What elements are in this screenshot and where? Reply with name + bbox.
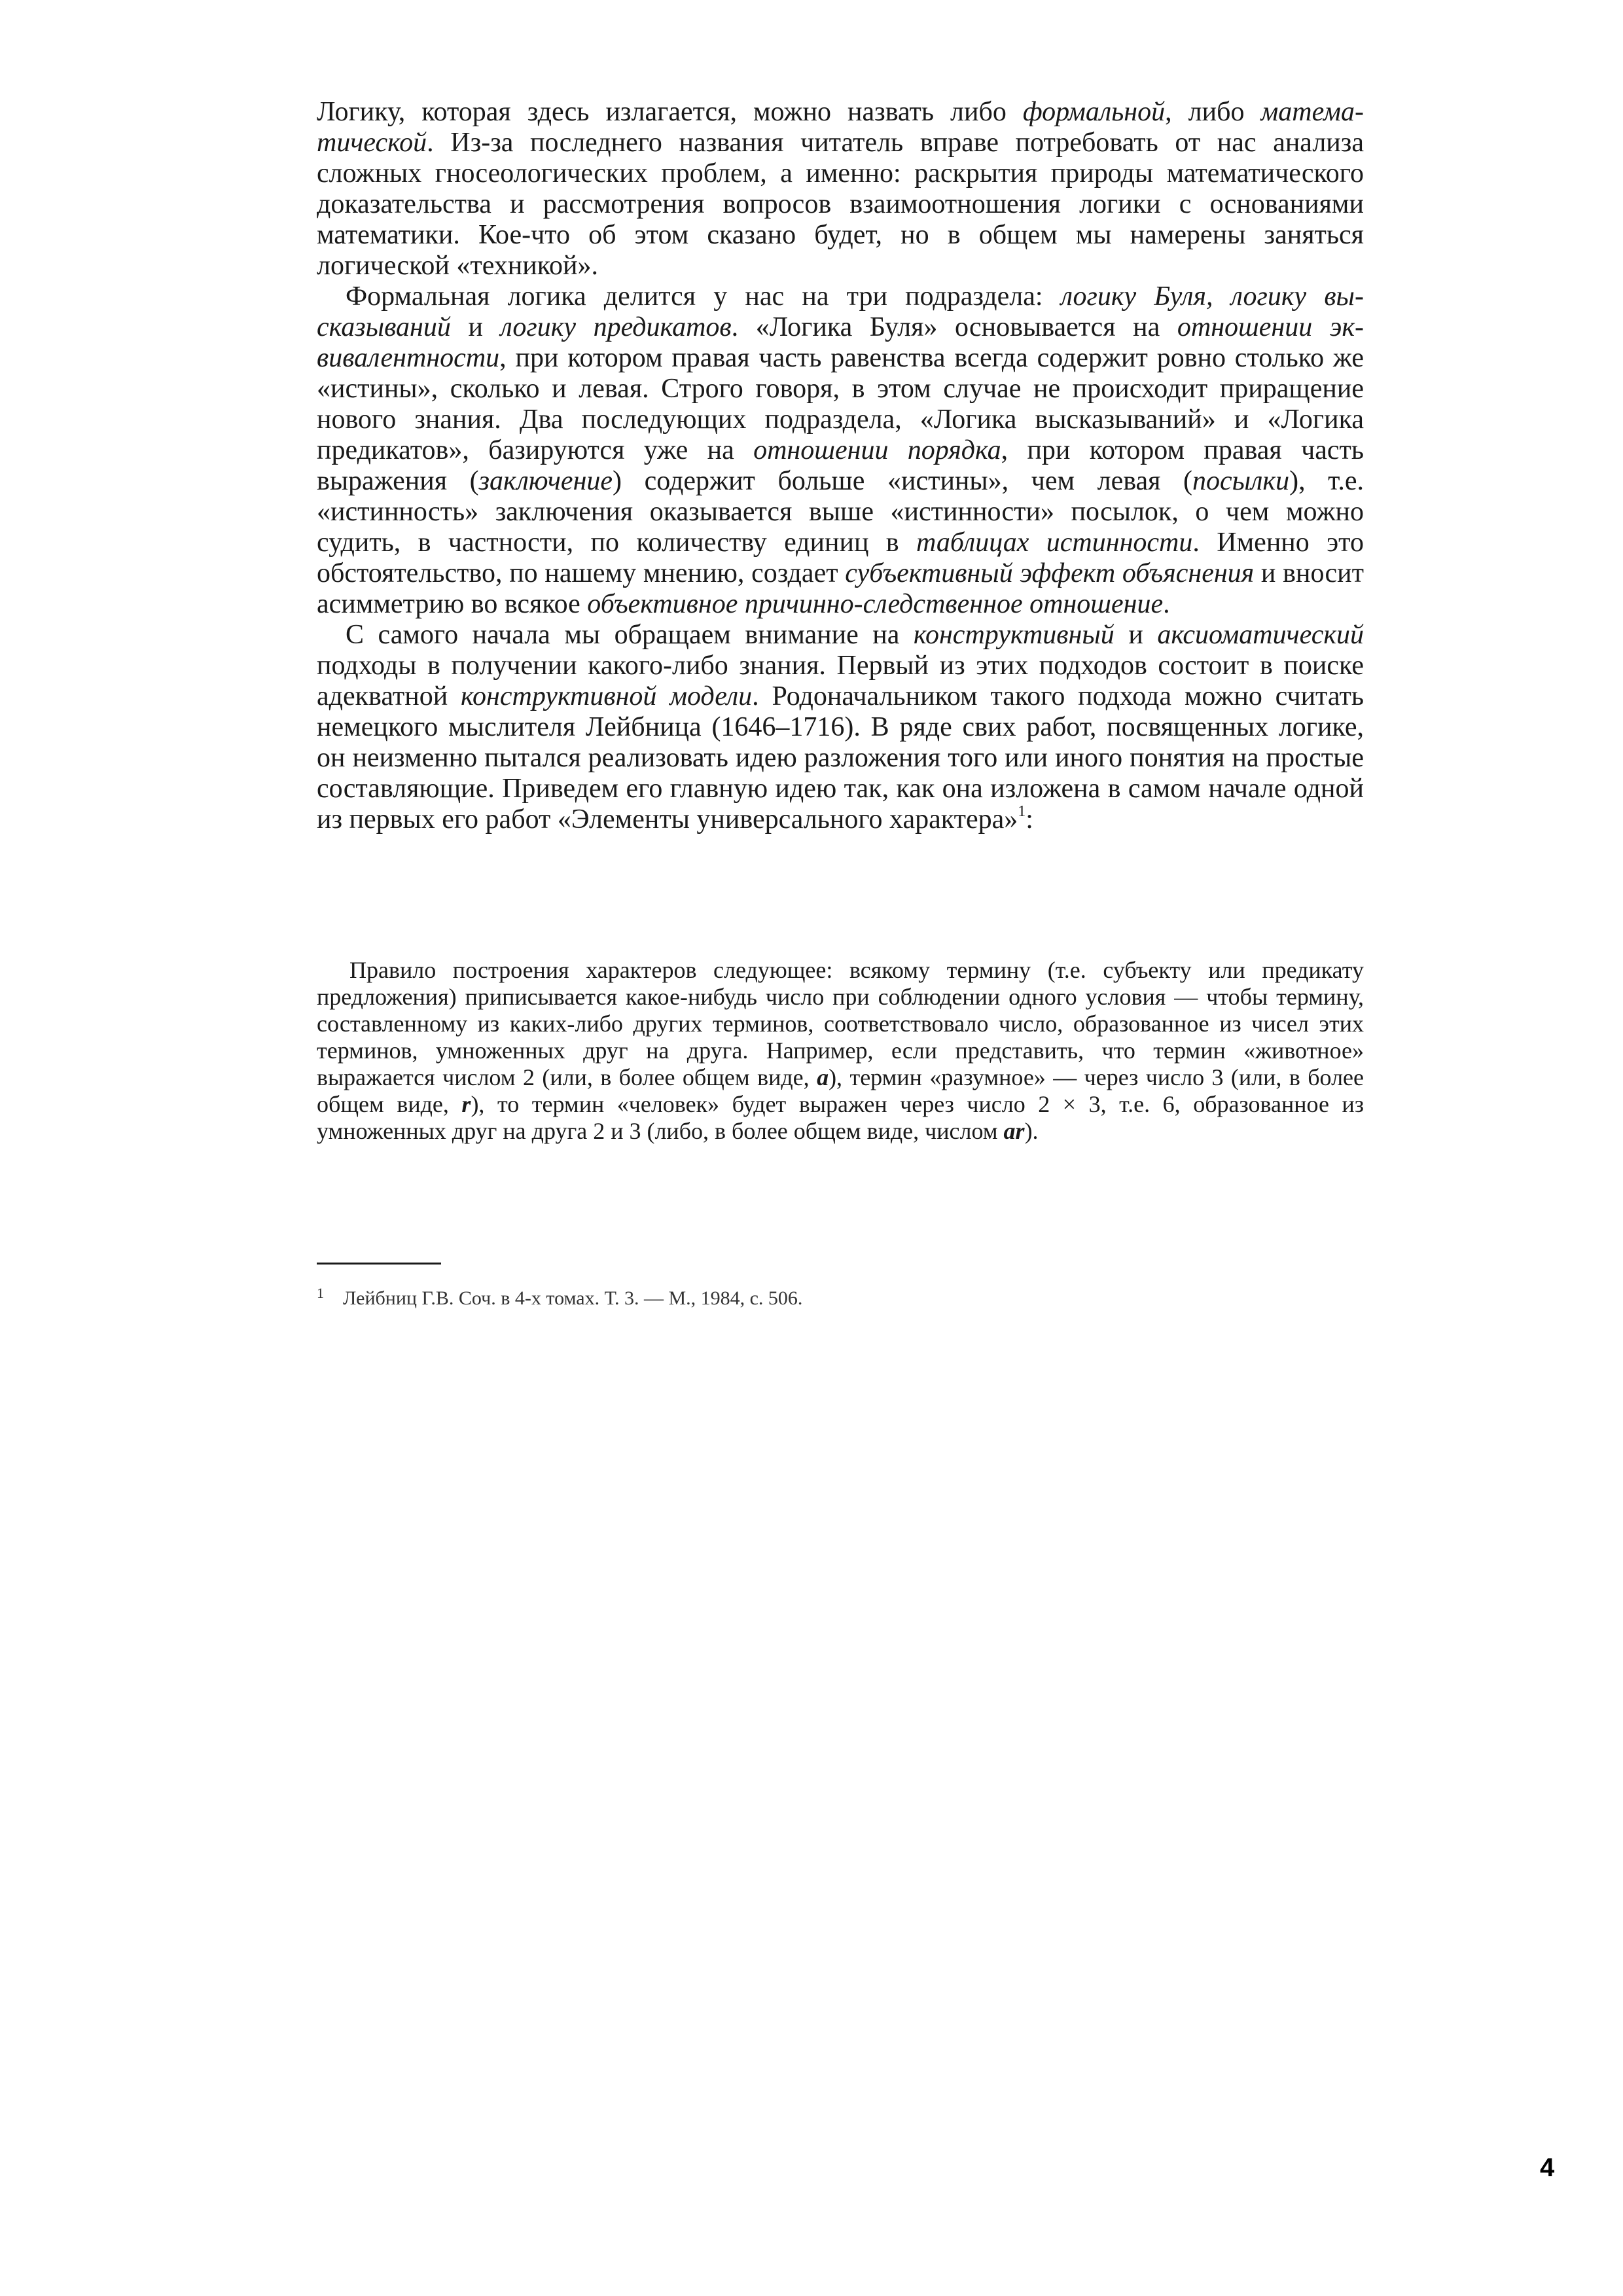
page-number: 4 — [1540, 2153, 1555, 2182]
footnote: 1 Лейбниц Г.В. Соч. в 4-х томах. Т. 3. — М., 1984, с. 506. — [317, 1285, 803, 1309]
emphasized-text: отношении порядка — [753, 435, 1001, 465]
footnote-text: Лейбниц Г.В. Соч. в 4-х томах. Т. 3. — М., 1984, с. 506. — [343, 1287, 803, 1309]
text-segment: ) содержит больше «истины», чем левая ( — [613, 466, 1193, 496]
text-segment: и — [1114, 620, 1158, 650]
emphasized-text: объективное причинно-следственное отношение — [587, 589, 1164, 619]
emphasized-text: конструктивный — [913, 620, 1115, 650]
text-segment: : — [1026, 804, 1033, 834]
emphasized-text: отношении эквивалентности — [317, 312, 1364, 373]
variable-symbol: r — [461, 1091, 471, 1117]
emphasized-text: математической — [317, 97, 1364, 158]
text-segment: ). — [1024, 1118, 1039, 1144]
emphasized-text: посылки — [1192, 466, 1290, 496]
text-segment: , при котором правая часть выражения ( — [317, 435, 1364, 496]
footnote-reference: 1 — [1018, 803, 1026, 820]
text-segment: . Родоначальником такого подхода можно считать немецкого мыслителя Лейбница (1646–1716). В ряде свих работ, посвященных логике, он неизменно пытался реализовать идею разложения того или иного понятия на простые составляющие. Приведем его главную идею так, как она изложена в самом начале одной из первых его работ «Элементы универсального характера» — [317, 681, 1364, 834]
emphasized-text: заключение — [478, 466, 613, 496]
emphasized-text: логику предикатов — [500, 312, 732, 342]
paragraph — [317, 97, 1364, 281]
text-segment: Формальная логика делится у нас на три подраздела: — [346, 281, 1061, 312]
text-segment: С самого начала мы обращаем внимание на — [346, 620, 914, 650]
text-segment: ), термин «разумное» — через число 3 (или, в более общем виде, — [317, 1064, 1364, 1117]
emphasized-text: конструктивной модели — [461, 681, 753, 711]
variable-symbol: ar — [1003, 1118, 1025, 1144]
text-segment: . Из-за последнего названия читатель вправе потребовать от нас анализа сложных гносеологических проблем, а именно: раскрытия природы математического доказательства и рассмотрения вопросов взаимоотношения логики с основаниями математики. Кое-что об этом сказано будет, но в общем мы намерены заняться логической «техникой». — [317, 128, 1364, 281]
text-segment: ), т.е. «истинность» заключения оказывается выше «истинности» посылок, о чем можно судить, в частности, по количеству единиц в — [317, 466, 1364, 558]
text-segment: и вносит асимметрию во всякое — [317, 558, 1364, 619]
emphasized-text: формальной — [1022, 97, 1166, 127]
text-segment: , либо — [1165, 97, 1261, 127]
emphasized-text: субъективный эффект объяснения — [845, 558, 1255, 588]
main-text — [317, 97, 1364, 835]
text-segment: подходы в получении какого-либо знания. Первый из этих подходов состоит в поиске адекватной — [317, 651, 1364, 711]
text-segment: и — [450, 312, 501, 342]
footnote-divider — [317, 1263, 441, 1265]
text-segment: ), то термин «человек» будет выражен через число 2 × 3, т.е. 6, образованное из умноженных друг на друга 2 и 3 (либо, в более общем виде, числом — [317, 1091, 1364, 1144]
text-segment: . «Логика Буля» основывается на — [731, 312, 1177, 342]
text-segment: , при котором правая часть равенства всегда содержит ровно столько же «истины», сколько и левая. Строго говоря, в этом случае не происходит приращение нового знания. Два последующих подраздела, «Логика высказываний» и «Логика предикатов», базируются уже на — [317, 343, 1364, 465]
leibniz-quote — [317, 957, 1364, 1145]
emphasized-text: логику Буля, логику высказываний — [317, 281, 1364, 342]
text-segment: . Именно это обстоятельство, по нашему мнению, создает — [317, 528, 1364, 588]
paragraph — [317, 620, 1364, 835]
text-segment: Правило построения характеров следующее: всякому термину (т.е. субъекту или предикату предложения) приписывается какое-нибудь число при соблюдении одного условия — чтобы термину, составленному из каких-либо других терминов, соответствовало число, образованное из чисел этих терминов, умноженных друг на друга. Например, если представить, что термин «животное» выражается числом 2 (или, в более общем виде, — [317, 957, 1364, 1090]
variable-symbol: a — [817, 1064, 829, 1090]
text-segment: . — [1163, 589, 1170, 619]
paragraph — [317, 281, 1364, 620]
emphasized-text: таблицах истинности — [916, 528, 1193, 558]
emphasized-text: аксиоматический — [1157, 620, 1364, 650]
text-segment: Логику, которая здесь излагается, можно назвать либо — [317, 97, 1023, 127]
